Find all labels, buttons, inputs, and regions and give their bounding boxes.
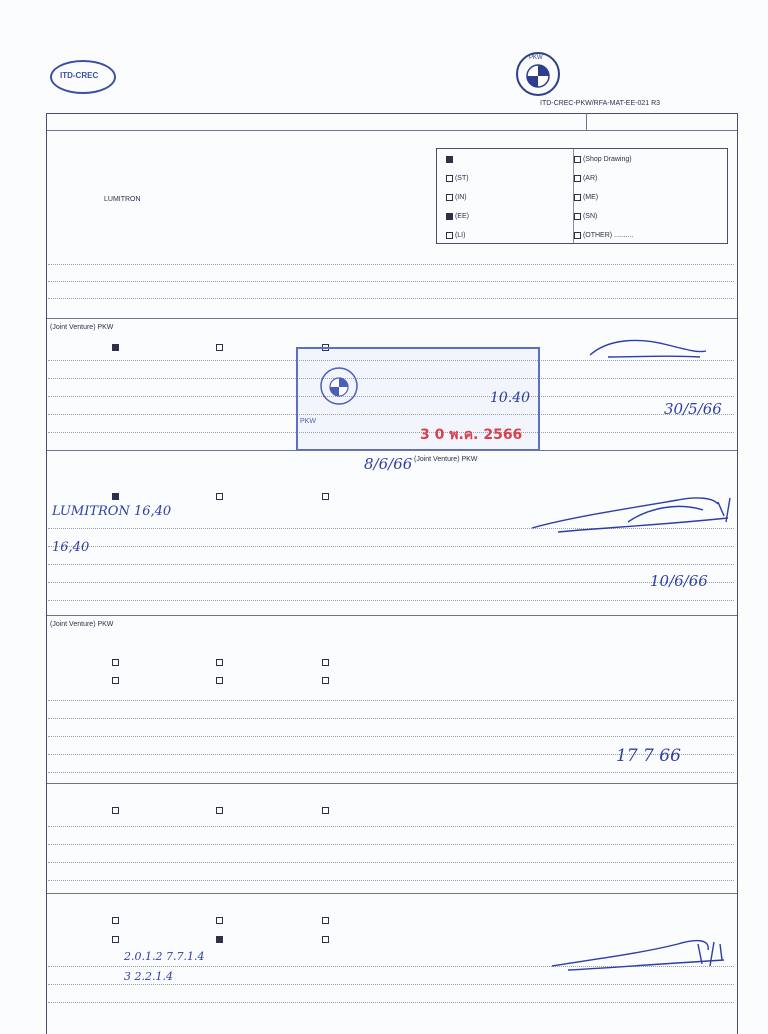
check-item: (Shop Drawing) bbox=[574, 155, 632, 164]
check-item: (SN) bbox=[574, 212, 597, 221]
check-item: (ST) bbox=[446, 174, 469, 183]
guide-line bbox=[48, 564, 734, 565]
guide-line bbox=[48, 264, 734, 265]
check-item: (OTHER) .......... bbox=[574, 231, 634, 240]
s2-option bbox=[112, 492, 119, 501]
itd-crec-logo-text: ITD-CREC bbox=[60, 71, 99, 80]
guide-line bbox=[48, 600, 734, 601]
checkbox[interactable] bbox=[574, 232, 581, 239]
s3-option bbox=[322, 658, 329, 667]
checkbox[interactable] bbox=[446, 232, 453, 239]
doc-number: ITD-CREC-PKW/RFA-MAT-EE-021 R3 bbox=[540, 100, 661, 107]
checkbox[interactable] bbox=[446, 156, 453, 163]
checkbox[interactable] bbox=[216, 493, 223, 500]
check-item: (IN) bbox=[446, 193, 467, 202]
checkbox[interactable] bbox=[112, 659, 119, 666]
check-item: (LI) bbox=[446, 231, 465, 240]
checkbox[interactable] bbox=[322, 677, 329, 684]
checkbox[interactable] bbox=[216, 936, 223, 943]
checkbox[interactable] bbox=[216, 344, 223, 351]
stamp-row2-hw: 10.40 bbox=[490, 390, 531, 406]
s3-option bbox=[216, 676, 223, 685]
guide-line bbox=[48, 772, 734, 773]
signature-s1 bbox=[588, 335, 708, 365]
s5-option bbox=[322, 935, 329, 944]
section-divider bbox=[47, 450, 737, 451]
guide-line bbox=[48, 826, 734, 827]
s1-date-hw: 30/5/66 bbox=[664, 400, 722, 418]
section-divider bbox=[47, 893, 737, 894]
guide-line bbox=[48, 862, 734, 863]
s2-hw-line: 16,40 bbox=[52, 540, 90, 555]
checkbox[interactable] bbox=[216, 917, 223, 924]
guide-line bbox=[48, 546, 734, 547]
s2-from: (Joint Venture) PKW bbox=[414, 456, 478, 463]
section-divider bbox=[47, 615, 737, 616]
checkbox[interactable] bbox=[322, 936, 329, 943]
stamp-logo-icon bbox=[316, 366, 362, 406]
checkbox[interactable] bbox=[446, 213, 453, 220]
form-frame bbox=[46, 113, 738, 1034]
checkbox[interactable] bbox=[216, 807, 223, 814]
guide-line bbox=[48, 1002, 734, 1003]
s2-sig-date: 8/6/66 bbox=[364, 455, 413, 473]
checkbox[interactable] bbox=[322, 493, 329, 500]
section-divider bbox=[47, 318, 737, 319]
guide-line bbox=[48, 718, 734, 719]
checkbox[interactable] bbox=[112, 493, 119, 500]
check-item: (ME) bbox=[574, 193, 598, 202]
check-item bbox=[446, 155, 453, 164]
pkw-logo-text: PKW bbox=[529, 55, 543, 61]
s1-option bbox=[216, 343, 223, 352]
s2-option bbox=[322, 492, 329, 501]
checkbox[interactable] bbox=[216, 677, 223, 684]
guide-line bbox=[48, 700, 734, 701]
guide-line bbox=[48, 298, 734, 299]
guide-line bbox=[48, 880, 734, 881]
s2-date-hw: 10/6/66 bbox=[650, 572, 708, 590]
date-cell-divider bbox=[586, 113, 587, 130]
s5-hw-line: 3 2.2.1.4 bbox=[124, 970, 173, 983]
checkbox[interactable] bbox=[112, 807, 119, 814]
s3-option bbox=[112, 658, 119, 667]
check-item: (EE) bbox=[446, 212, 469, 221]
check-item: (AR) bbox=[574, 174, 597, 183]
s5-option bbox=[322, 916, 329, 925]
checkbox[interactable] bbox=[112, 917, 119, 924]
s3-date-hw: 17 7 66 bbox=[616, 746, 681, 766]
checkbox[interactable] bbox=[322, 807, 329, 814]
s4-option bbox=[112, 806, 119, 815]
s5-hw-line: 2.0.1.2 7.7.1.4 bbox=[124, 950, 205, 963]
section-divider bbox=[47, 783, 737, 784]
brand-label: LUMITRON bbox=[104, 196, 141, 203]
checkbox[interactable] bbox=[322, 659, 329, 666]
checkbox[interactable] bbox=[112, 344, 119, 351]
signature-s2 bbox=[528, 488, 738, 540]
checkbox[interactable] bbox=[574, 175, 581, 182]
guide-line bbox=[48, 984, 734, 985]
s4-option bbox=[322, 806, 329, 815]
checkbox[interactable] bbox=[446, 194, 453, 201]
s5-option bbox=[112, 935, 119, 944]
checkbox[interactable] bbox=[574, 156, 581, 163]
s1-to: (Joint Venture) PKW bbox=[50, 324, 114, 331]
guide-line bbox=[48, 736, 734, 737]
s4-option bbox=[216, 806, 223, 815]
s5-option bbox=[216, 916, 223, 925]
s3-to: (Joint Venture) PKW bbox=[50, 621, 114, 628]
guide-line bbox=[48, 844, 734, 845]
checkbox[interactable] bbox=[574, 213, 581, 220]
checkbox[interactable] bbox=[322, 917, 329, 924]
signature-s5 bbox=[548, 930, 728, 980]
s3-option bbox=[216, 658, 223, 667]
s5-option bbox=[216, 935, 223, 944]
title-rule bbox=[47, 130, 737, 131]
checkbox[interactable] bbox=[446, 175, 453, 182]
s2-option bbox=[216, 492, 223, 501]
stamp-org: PKW bbox=[300, 418, 316, 425]
guide-line bbox=[48, 281, 734, 282]
checkbox[interactable] bbox=[112, 936, 119, 943]
checkbox[interactable] bbox=[574, 194, 581, 201]
stamp-date: 3 0 พ.ค. 2566 bbox=[420, 427, 523, 443]
guide-line bbox=[48, 582, 734, 583]
s1-option bbox=[112, 343, 119, 352]
s3-option bbox=[112, 676, 119, 685]
s3-option bbox=[322, 676, 329, 685]
checkbox[interactable] bbox=[112, 677, 119, 684]
s2-hw-line: LUMITRON 16,40 bbox=[52, 504, 172, 519]
checkbox[interactable] bbox=[216, 659, 223, 666]
s5-option bbox=[112, 916, 119, 925]
